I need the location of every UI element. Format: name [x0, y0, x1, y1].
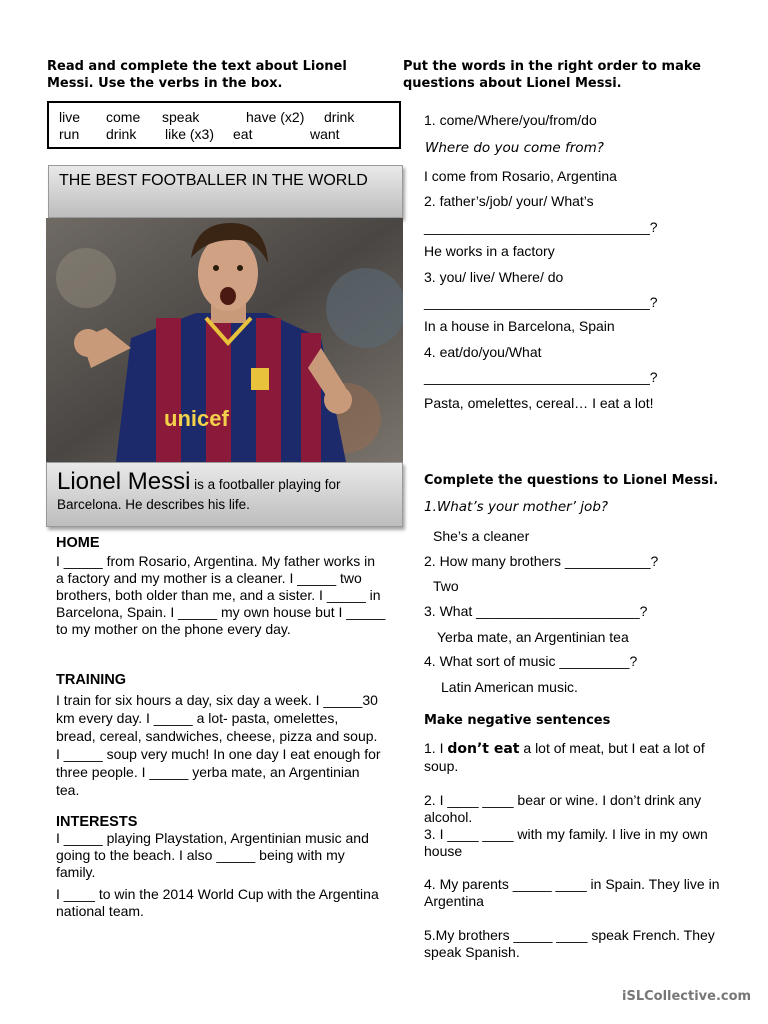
interests-text-1: I _____ playing Playstation, Argentinian music and going to the beach. I also _____ being with my family.	[56, 830, 369, 880]
answer-blank-4: _____________________________?	[424, 369, 658, 385]
order-question-3: 3. you/ live/ Where/ do	[424, 269, 564, 285]
verb-box	[47, 101, 401, 149]
shirt-text: unicef	[164, 406, 229, 431]
verb: want	[310, 126, 340, 142]
order-reply-1: I come from Rosario, Argentina	[424, 168, 617, 184]
verb: live	[59, 109, 81, 125]
intro-box	[46, 462, 403, 527]
complete-answer-3: Yerba mate, an Argentinian tea	[437, 629, 629, 645]
footer-watermark: iSLCollective.com	[622, 989, 752, 1004]
negative-sentence-5: 5.My brothers _____ ____ speak French. They speak Spanish.	[424, 927, 715, 960]
order-question-1: 1. come/Where/you/from/do	[424, 112, 597, 128]
training-text: I train for six hours a day, six day a week. I _____30 km every day. I _____ a lot- pasta, omelettes, bread, cereal, sandwiches, cheese, pizza and soup. I _____ soup very much! In one day I eat enough for three people. I _____ yerba mate, an Argentinian tea.	[56, 692, 381, 798]
interests-text-2: I ____ to win the 2014 World Cup with the Argentina national team.	[56, 886, 379, 919]
order-instruction: Put the words in the right order to make questions about Lionel Messi.	[403, 59, 701, 91]
banner-title-box	[48, 165, 403, 218]
verb: speak	[162, 109, 200, 125]
negative-sentence-2: 2. I ____ ____ bear or wine. I don’t drink any alcohol.	[424, 792, 702, 825]
negative-sentence-1	[424, 740, 734, 775]
order-reply-4: Pasta, omelettes, cereal… I eat a lot!	[424, 395, 654, 411]
order-answer-example: Where do you come from?	[425, 140, 604, 156]
verb: drink	[106, 126, 137, 142]
order-question-2: 2. father’s/job/ your/ What’s	[424, 193, 594, 209]
left-instruction: Read and complete the text about Lionel Messi. Use the verbs in the box.	[47, 59, 347, 91]
complete-question-2: 2. How many brothers ___________?	[424, 553, 659, 569]
verb: run	[59, 126, 80, 142]
messi-photo	[46, 218, 403, 462]
home-title: HOME	[56, 535, 100, 551]
order-question-4: 4. eat/do/you/What	[424, 344, 542, 360]
answer-blank-2: _____________________________?	[424, 219, 658, 235]
verb: like (x3)	[165, 126, 215, 142]
home-text: I _____ from Rosario, Argentina. My father works in a factory and my mother is a cleaner. I _____ two brothers, both older than me, and a sister. I _____ in Barcelona, Spain. I _____ my own house but I _____ to my mother on the phone every day.	[56, 553, 386, 637]
negative-1-pre: 1. I	[424, 740, 448, 756]
negative-1-post: a lot of meat, but I eat a lot of soup.	[424, 740, 705, 774]
order-reply-2: He works in a factory	[424, 243, 555, 259]
interests-title: INTERESTS	[56, 814, 138, 830]
negative-instruction: Make negative sentences	[424, 713, 611, 728]
banner-title: THE BEST FOOTBALLER IN THE WORLD	[59, 172, 368, 189]
negative-1-bold: don’t eat	[447, 741, 520, 757]
order-reply-3: In a house in Barcelona, Spain	[424, 318, 615, 334]
verb-row-2	[59, 126, 389, 143]
verb: come	[106, 109, 141, 125]
intro-text	[57, 469, 392, 514]
verb: have (x2)	[246, 109, 305, 125]
training-title: TRAINING	[56, 672, 127, 688]
complete-answer-4: Latin American music.	[441, 679, 578, 695]
verb: eat	[233, 126, 253, 142]
intro-rest: is a footballer playing for Barcelona. He describes his life.	[57, 477, 341, 512]
intro-name: Lionel Messi	[57, 468, 191, 495]
answer-blank-3: _____________________________?	[424, 294, 658, 310]
complete-answer-1: She’s a cleaner	[433, 528, 530, 544]
complete-question-3: 3. What _____________________?	[424, 603, 648, 619]
complete-question-1: 1.What’s your mother’ job?	[424, 499, 609, 515]
negative-sentence-3: 3. I ____ ____ with my family. I live in my own house	[424, 826, 708, 859]
complete-question-4: 4. What sort of music _________?	[424, 653, 638, 669]
complete-answer-2: Two	[433, 578, 459, 594]
complete-instruction: Complete the questions to Lionel Messi.	[424, 473, 719, 488]
negative-sentence-4: 4. My parents _____ ____ in Spain. They live in Argentina	[424, 876, 720, 909]
verb-row-1	[59, 109, 389, 126]
verb: drink	[324, 109, 355, 125]
